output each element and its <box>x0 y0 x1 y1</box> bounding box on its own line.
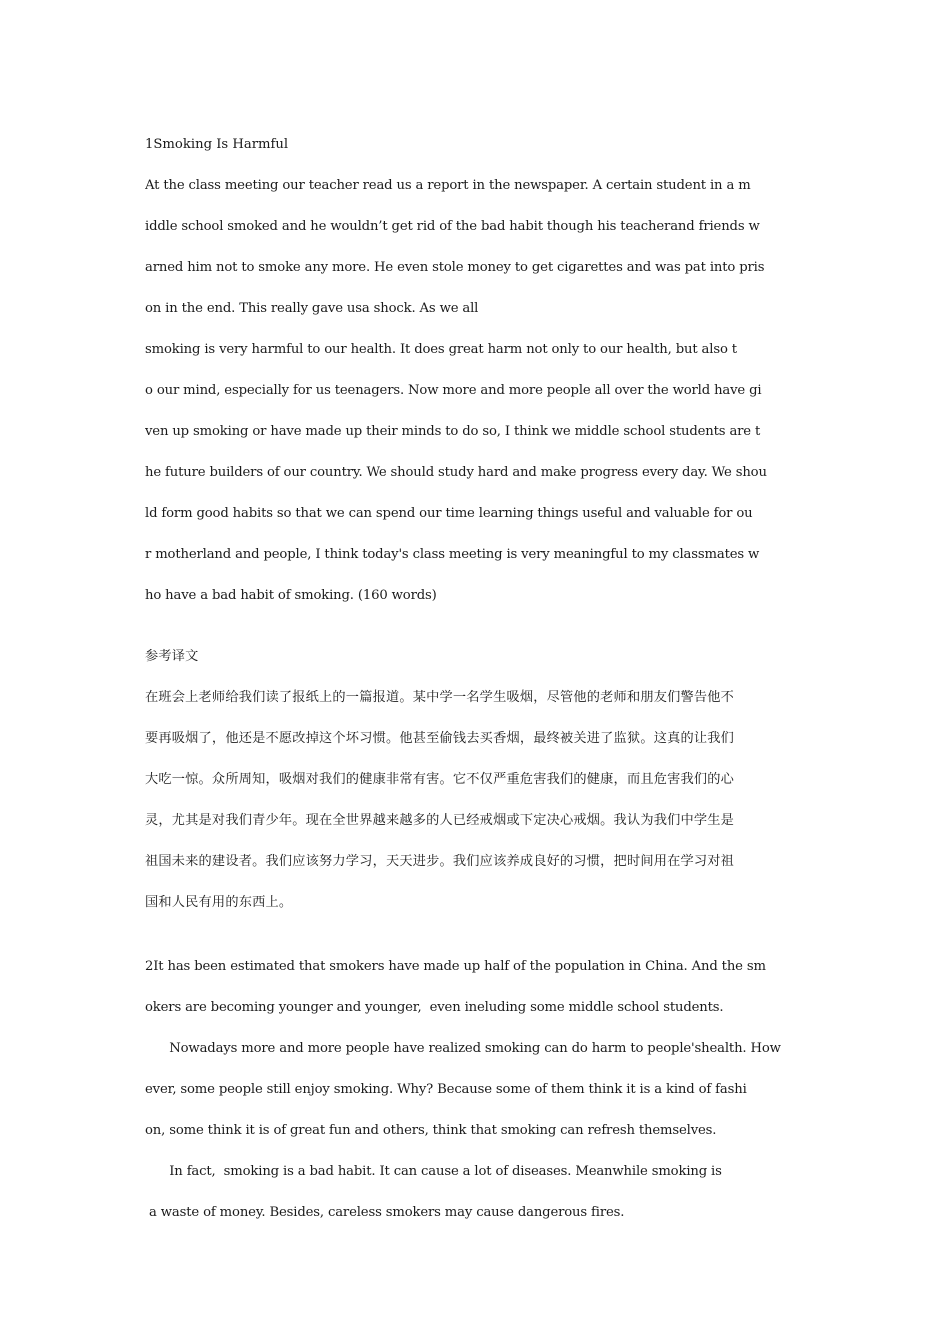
essay1-line: ven up smoking or have made up their minds to do so, I think we middle school students are t <box>145 424 761 439</box>
essay1-line: arned him not to smoke any more. He even stole money to get cigarettes and was pat into pris <box>145 260 765 275</box>
translation1-heading: 参考译文 <box>145 649 199 664</box>
essay1-body <box>145 165 809 616</box>
translation1-line: 祖国未来的建设者。我们应该努力学习，天天进步。我们应该养成良好的习惯，把时间用在学习对祖 <box>145 854 735 869</box>
essay1-line: ld form good habits so that we can spend our time learning things useful and valuable for ou <box>145 506 753 521</box>
essay1-title: 1Smoking Is Harmful <box>145 137 289 152</box>
essay1-line: he future builders of our country. We should study hard and make progress every day. We shou <box>145 465 767 480</box>
essay1-line: ho have a bad habit of smoking. (160 words) <box>145 588 437 603</box>
essay2-body <box>145 946 809 1233</box>
essay1-line: smoking is very harmful to our health. It does great harm not only to our health, but also t <box>145 342 737 357</box>
translation1-line: 大吃一惊。众所周知，吸烟对我们的健康非常有害。它不仅严重危害我们的健康，而且危害我们的心 <box>145 772 735 787</box>
document-page <box>145 124 809 1233</box>
essay2-line: Nowadays more and more people have realized smoking can do harm to people'shealth. How <box>145 1041 781 1056</box>
essay1-line: on in the end. This really gave usa shock. As we all <box>145 301 479 316</box>
essay2-line: a waste of money. Besides, careless smokers may cause dangerous fires. <box>145 1205 625 1220</box>
translation1-line: 国和人民有用的东西上。 <box>145 895 293 910</box>
translation1-line: 要再吸烟了，他还是不愿改掉这个坏习惯。他甚至偷钱去买香烟，最终被关进了监狱。这真的让我们 <box>145 731 735 746</box>
essay2-line: 2It has been estimated that smokers have made up half of the population in China. And the sm <box>145 959 766 974</box>
essay1-line: iddle school smoked and he wouldn’t get rid of the bad habit though his teacherand friends w <box>145 219 760 234</box>
translation1-line: 灵，尤其是对我们青少年。现在全世界越来越多的人已经戒烟或下定决心戒烟。我认为我们中学生是 <box>145 813 735 828</box>
translation1-line: 在班会上老师给我们读了报纸上的一篇报道。某中学一名学生吸烟，尽管他的老师和朋友们警告他不 <box>145 690 735 705</box>
essay2-line: on, some think it is of great fun and others, think that smoking can refresh themselves. <box>145 1123 717 1138</box>
essay2-line: okers are becoming younger and younger, even ineluding some middle school students. <box>145 1000 724 1015</box>
essay1-line: r motherland and people, I think today's class meeting is very meaningful to my classmates w <box>145 547 760 562</box>
essay1-line: At the class meeting our teacher read us a report in the newspaper. A certain student in a m <box>145 178 751 193</box>
essay2-line: In fact, smoking is a bad habit. It can cause a lot of diseases. Meanwhile smoking is <box>145 1164 722 1179</box>
essay2-line: ever, some people still enjoy smoking. Why? Because some of them think it is a kind of fashi <box>145 1082 747 1097</box>
spacer <box>145 923 809 946</box>
spacer <box>145 616 809 636</box>
essay1-line: o our mind, especially for us teenagers. Now more and more people all over the world have gi <box>145 383 762 398</box>
translation1-body <box>145 677 809 923</box>
